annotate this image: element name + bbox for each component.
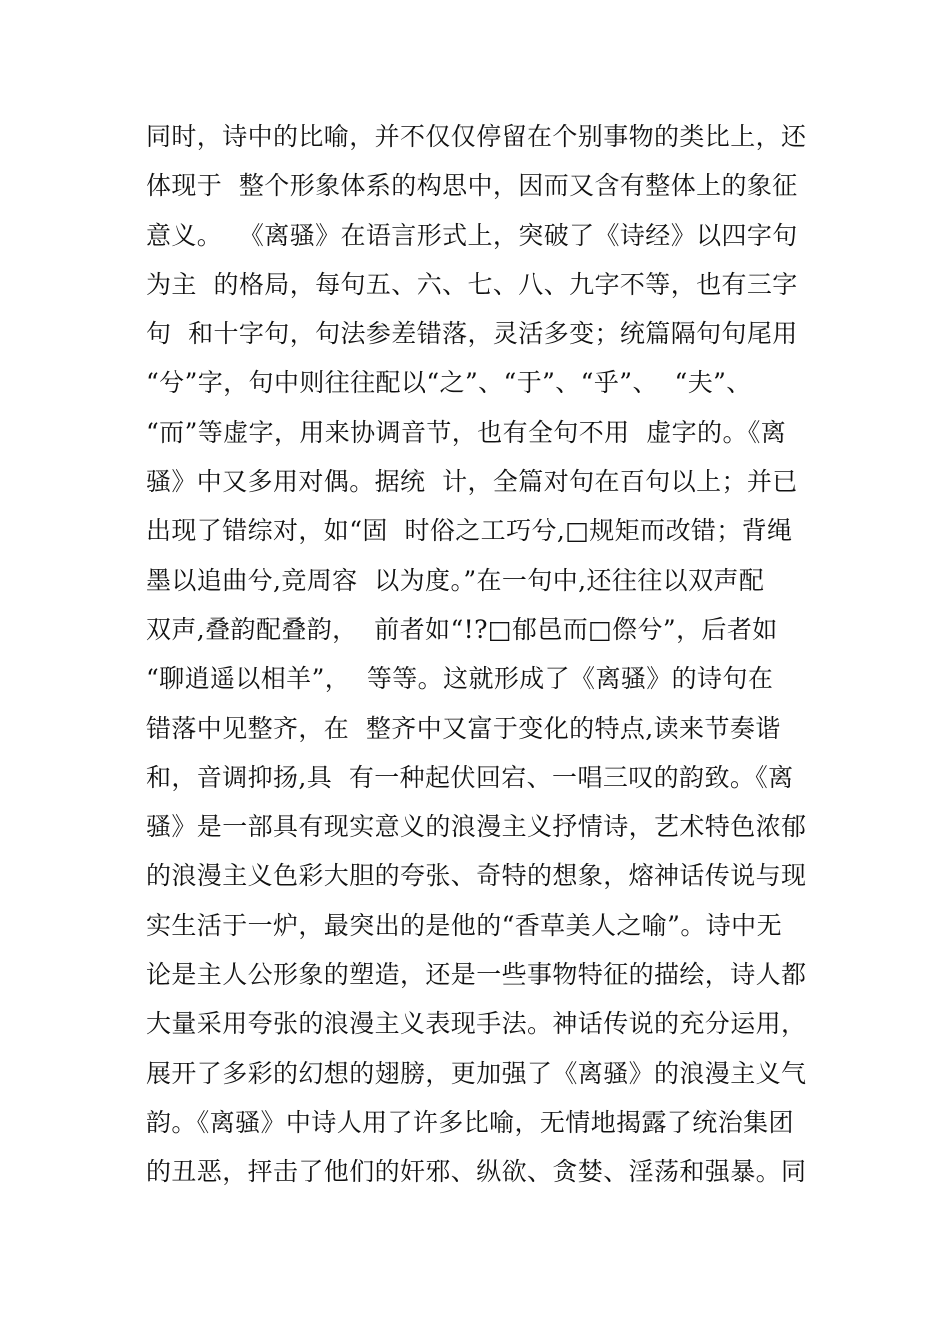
text-line: 论是主人公形象的塑造，还是一些事物特征的描绘，诗人都: [146, 960, 807, 990]
text-line: 大量采用夸张的浪漫主义表现手法。神话传说的充分运用，: [146, 1009, 807, 1039]
text-line: 体现于 整个形象体系的构思中，因而又含有整体上的象征: [146, 171, 798, 201]
text-line: 句 和十字句，句法参差错落，灵活多变；统篇隔句句尾用: [146, 319, 798, 349]
text-line: 为主 的格局，每句五、六、七、八、九字不等，也有三字: [146, 269, 798, 299]
text-line: 和，音调抑扬,具 有一种起伏回宕、一唱三叹的韵致。《离: [146, 762, 794, 792]
text-line: 同时，诗中的比喻，并不仅仅停留在个别事物的类比上，还: [146, 122, 807, 151]
text-line: 的浪漫主义色彩大胆的夸张、奇特的想象，熔神话传说与现: [146, 861, 807, 891]
text-line: 展开了多彩的幻想的翅膀，更加强了《离骚》的浪漫主义气: [146, 1058, 807, 1088]
text-line: “而”等虚字，用来协调音节，也有全句不用 虚字的。《离: [146, 417, 787, 447]
text-line: “聊逍遥以相羊”， 等等。这就形成了《离骚》的诗句在: [146, 664, 774, 694]
text-line: 骚》中又多用对偶。据统 计，全篇对句在百句以上；并已: [146, 467, 798, 497]
text-line: 双声,叠韵配叠韵， 前者如“!?□郁邑而□傺兮”，后者如: [146, 614, 778, 644]
text-line: 墨以追曲兮,竞周容 以为度。”在一句中,还往往以双声配: [146, 565, 765, 595]
text-line: “兮”字，句中则往往配以“之”、“于”、“乎”、 “夫”、: [146, 368, 752, 398]
text-line: 的丑恶，抨击了他们的奸邪、纵欲、贪婪、淫荡和强暴。同: [146, 1157, 807, 1187]
body-text: [146, 112, 826, 1197]
text-line: 错落中见整齐，在 整齐中又富于变化的特点,读来节奏谐: [146, 713, 781, 743]
text-line: 意义。 《离骚》在语言形式上，突破了《诗经》以四字句: [146, 220, 798, 250]
text-line: 实生活于一炉，最突出的是他的“香草美人之喻”。诗中无: [146, 910, 782, 940]
text-line: 出现了错综对，如“固 时俗之工巧兮,□规矩而改错；背绳: [146, 516, 793, 546]
text-line: 骚》是一部具有现实意义的浪漫主义抒情诗，艺术特色浓郁: [146, 812, 807, 842]
text-line: 韵。《离骚》中诗人用了许多比喻，无情地揭露了统治集团: [146, 1107, 794, 1137]
